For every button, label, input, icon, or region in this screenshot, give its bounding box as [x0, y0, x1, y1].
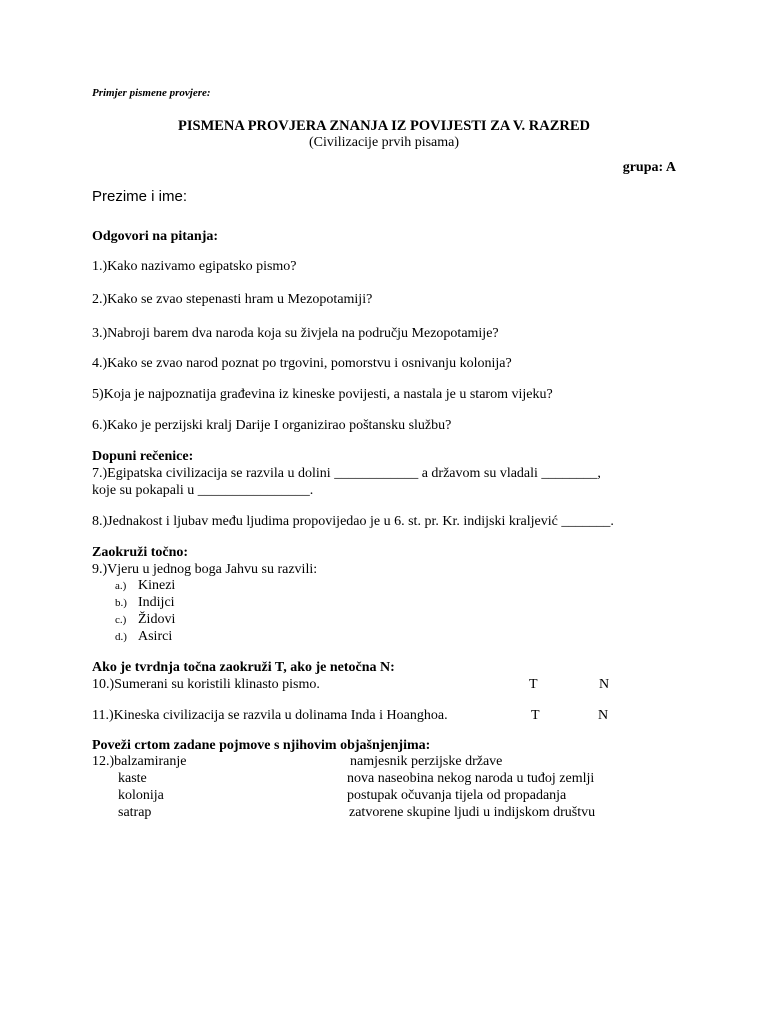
question-7-line2: koje su pokapali u ________________.: [92, 483, 314, 498]
option-b-text[interactable]: Indijci: [138, 595, 175, 610]
term-4[interactable]: satrap: [118, 805, 152, 820]
name-label: Prezime i ime:: [92, 188, 188, 205]
statement-11-true[interactable]: T: [531, 708, 540, 723]
term-1[interactable]: 12.)balzamiranje: [92, 754, 187, 769]
option-c-text[interactable]: Židovi: [138, 612, 176, 627]
page-subtitle: (Civilizacije prvih pisama): [308, 135, 460, 150]
section3-heading: Zaokruži točno:: [92, 545, 189, 560]
question-7-line1: 7.)Egipatska civilizacija se razvila u dolini ____________ a državom su vladali ________,: [92, 466, 601, 481]
statement-10-false[interactable]: N: [599, 677, 610, 692]
question-9: 9.)Vjeru u jednog boga Jahvu su razvili:: [92, 562, 318, 577]
option-d-letter: d.): [115, 631, 127, 643]
question-5: 5)Koja je najpoznatija građevina iz kineske povijesti, a nastala je u starom vijeku?: [92, 387, 553, 402]
question-2: 2.)Kako se zvao stepenasti hram u Mezopotamiji?: [92, 292, 373, 307]
section4-heading: Ako je tvrdnja točna zaokruži T, ako je netočna N:: [92, 660, 395, 675]
definition-1[interactable]: namjesnik perzijske države: [350, 754, 503, 769]
group-label: grupa: A: [622, 160, 676, 175]
option-a-letter: a.): [115, 580, 127, 592]
term-2[interactable]: kaste: [118, 771, 147, 786]
option-d-text[interactable]: Asirci: [138, 629, 173, 644]
section1-heading: Odgovori na pitanja:: [92, 229, 219, 244]
term-3[interactable]: kolonija: [118, 788, 164, 803]
statement-11: 11.)Kineska civilizacija se razvila u dolinama Inda i Hoanghoa.: [92, 708, 448, 723]
question-8: 8.)Jednakost i ljubav među ljudima propovijedao je u 6. st. pr. Kr. indijski kraljević _______.: [92, 514, 614, 529]
section2-heading: Dopuni rečenice:: [92, 449, 194, 464]
definition-4[interactable]: zatvorene skupine ljudi u indijskom društvu: [349, 805, 596, 820]
statement-10-true[interactable]: T: [529, 677, 538, 692]
question-4: 4.)Kako se zvao narod poznat po trgovini, pomorstvu i osnivanju kolonija?: [92, 356, 512, 371]
section5-heading: Poveži crtom zadane pojmove s njihovim objašnjenjima:: [92, 738, 431, 753]
option-a-text[interactable]: Kinezi: [138, 578, 176, 593]
question-1: 1.)Kako nazivamo egipatsko pismo?: [92, 259, 297, 274]
definition-2[interactable]: nova naseobina nekog naroda u tuđoj zemlji: [347, 771, 595, 786]
option-b-letter: b.): [115, 597, 127, 609]
definition-3[interactable]: postupak očuvanja tijela od propadanja: [347, 788, 567, 803]
statement-11-false[interactable]: N: [598, 708, 609, 723]
statement-10: 10.)Sumerani su koristili klinasto pismo.: [92, 677, 320, 692]
page-title: PISMENA PROVJERA ZNANJA IZ POVIJESTI ZA V. RAZRED: [178, 118, 590, 134]
example-label: Primjer pismene provjere:: [92, 87, 211, 99]
question-6: 6.)Kako je perzijski kralj Darije I organizirao poštansku službu?: [92, 418, 452, 433]
option-c-letter: c.): [115, 614, 127, 626]
question-3: 3.)Nabroji barem dva naroda koja su živjela na području Mezopotamije?: [92, 326, 499, 341]
